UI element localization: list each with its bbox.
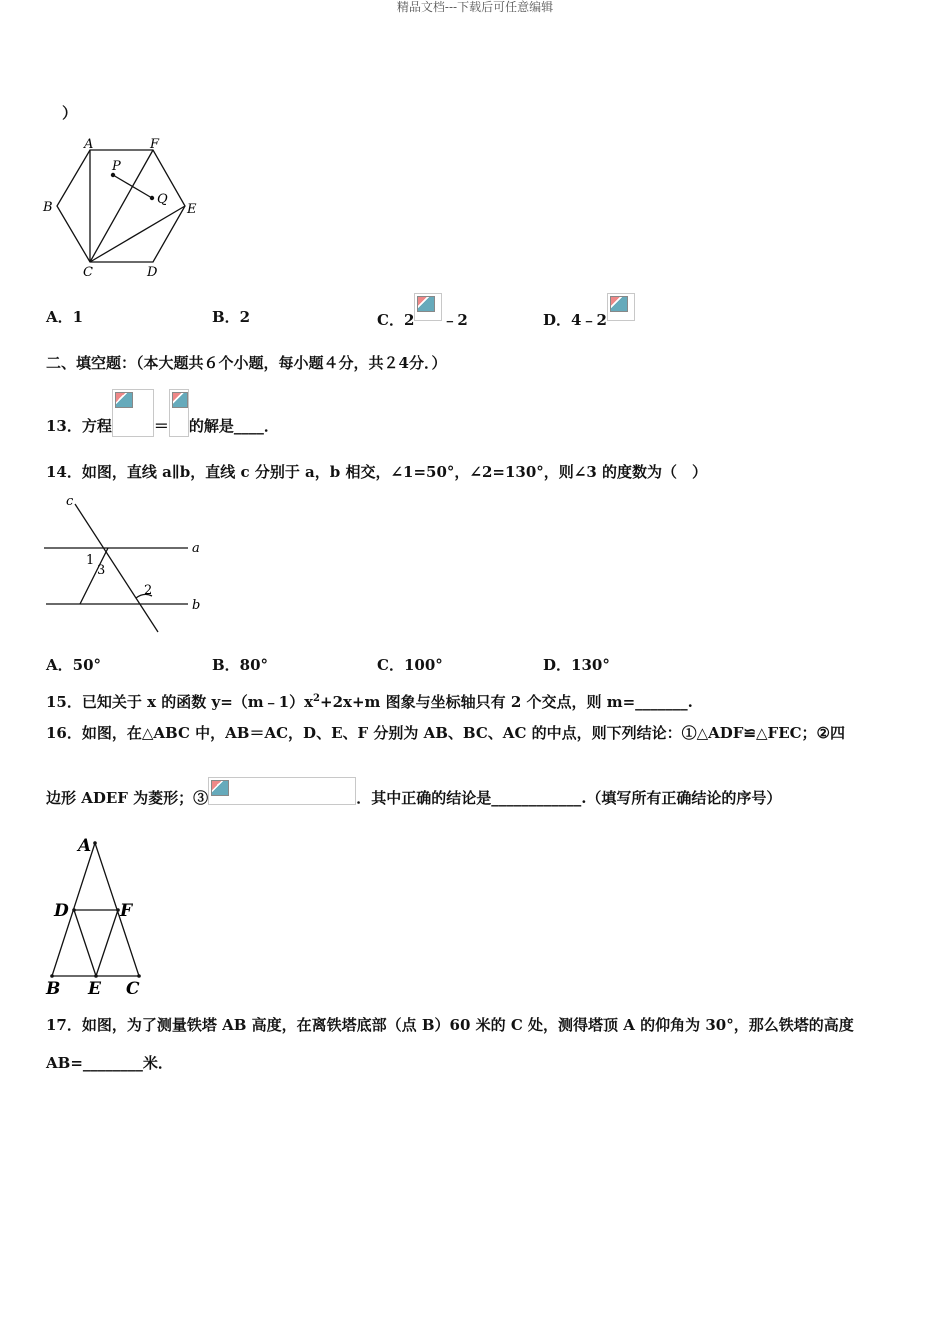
parallel-lines-figure <box>40 490 215 638</box>
label-q: Q <box>157 192 168 207</box>
q15 <box>46 689 693 712</box>
label-e: E <box>187 202 197 217</box>
line-c <box>75 504 158 632</box>
q16-line2-post: ．其中正确的结论是____________.（填写所有正确结论的序号） <box>356 789 782 807</box>
label-p: P <box>112 159 121 174</box>
label-d: D <box>54 901 69 921</box>
section-heading: 二、填空题：（本大题共６个小题，每小题４分，共２4分．） <box>46 354 447 372</box>
broken-image-icon <box>607 293 635 321</box>
segment-cf <box>90 150 153 262</box>
label-angle-2: 2 <box>144 583 153 598</box>
label-line-b: b <box>192 598 201 613</box>
q15-pre: 15．已知关于 x 的函数 y=（m﹣1）x <box>46 693 314 711</box>
segment-fe <box>96 910 118 976</box>
q15-exponent: 2 <box>313 693 320 704</box>
label-line-a: a <box>192 541 200 556</box>
q12-option-d-pre: D．4﹣2 <box>543 311 607 329</box>
q14-option-d: D．130° <box>543 656 610 674</box>
q17-line1: 17．如图，为了测量铁塔 AB 高度，在离铁塔底部（点 B）60 米的 C 处，测得塔顶 A 的仰角为 30°，那么铁塔的高度 <box>46 1016 854 1034</box>
point-b <box>50 974 54 978</box>
point-c <box>137 974 141 978</box>
q16-line2 <box>46 785 781 813</box>
label-c: C <box>126 979 140 998</box>
q13-post: 的解是____． <box>188 417 279 435</box>
q13-equals: ＝ <box>153 417 169 435</box>
point-q <box>150 196 154 200</box>
label-b: B <box>46 979 61 998</box>
segment-de <box>74 910 96 976</box>
broken-image-icon <box>208 777 356 805</box>
label-d: D <box>147 265 158 280</box>
q13 <box>46 403 279 451</box>
page-header: 精品文档---下载后可任意编辑 <box>396 0 554 14</box>
q16-line1: 16．如图，在△ABC 中，AB＝AC，D、E、F 分别为 AB、BC、AC 的中点，则下列结论：①△ADF≌△FEC；②四 <box>46 724 846 742</box>
point-a <box>93 841 97 845</box>
label-c: C <box>83 265 93 280</box>
q12-option-b: B．2 <box>212 308 251 326</box>
label-f: F <box>150 137 160 152</box>
label-a: A <box>78 836 92 856</box>
label-a: A <box>84 137 94 152</box>
q14-option-a: A．50° <box>46 656 102 674</box>
q12-option-c-post: ﹣2 <box>442 311 468 329</box>
q12-option-c <box>377 307 468 335</box>
label-e: E <box>88 979 101 998</box>
q14-option-c: C．100° <box>377 656 443 674</box>
q15-post: +2x+m 图象与坐标轴只有 2 个交点，则 m=_______. <box>320 693 693 711</box>
q17-line2: AB=________米． <box>46 1054 173 1072</box>
hexagon-figure <box>40 133 210 281</box>
triangle-figure <box>40 833 160 998</box>
q13-pre: 13．方程 <box>46 417 112 435</box>
segment-ce <box>90 206 185 262</box>
label-line-c: c <box>66 494 74 509</box>
broken-image-icon <box>414 293 442 321</box>
q12-option-d <box>543 307 635 335</box>
q14-text: 14．如图，直线 a∥b，直线 c 分别于 a，b 相交，∠1=50°，∠2=130°，则∠3 的度数为（ ） <box>46 463 708 481</box>
label-angle-3: 3 <box>97 563 106 578</box>
label-b: B <box>43 200 53 215</box>
segment-pq <box>113 175 152 198</box>
q16-line2-pre: 边形 ADEF 为菱形；③ <box>46 789 209 807</box>
q12-closing-paren: ） <box>62 104 78 122</box>
label-angle-1: 1 <box>86 553 95 568</box>
broken-image-icon <box>112 389 154 437</box>
q12-option-a: A．1 <box>46 308 84 326</box>
label-f: F <box>120 901 133 921</box>
q12-option-c-pre: C．2 <box>377 311 415 329</box>
q14-option-b: B．80° <box>212 656 269 674</box>
point-d <box>72 908 76 912</box>
broken-image-icon <box>169 389 189 437</box>
point-e <box>94 974 98 978</box>
